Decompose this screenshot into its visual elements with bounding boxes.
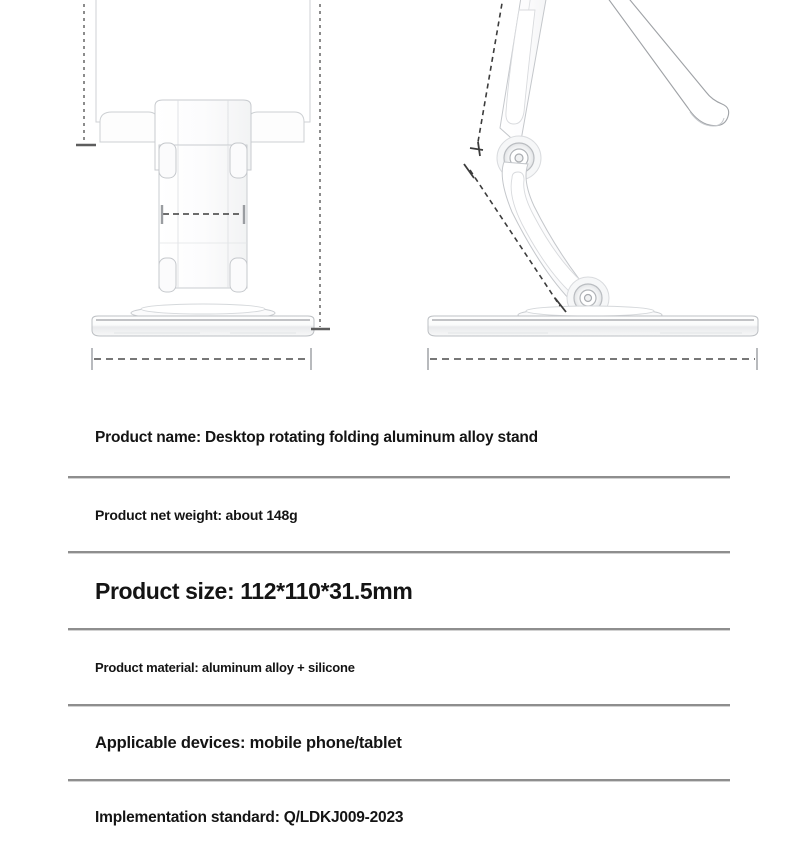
spec-row-product-net-weight — [0, 479, 800, 551]
side-view — [428, 0, 758, 370]
spec-text-product-material: Product material: aluminum alloy + silicone — [95, 660, 355, 675]
product-spec-list — [0, 400, 800, 854]
spec-row-implementation-standard — [0, 782, 800, 854]
side-view-base-plate — [428, 316, 758, 336]
product-diagram-svg — [0, 0, 800, 400]
spec-text-implementation-standard: Implementation standard: Q/LDKJ009-2023 — [95, 809, 404, 826]
side-view-upper-arm — [500, 0, 553, 146]
front-view — [76, 0, 330, 370]
spec-text-product-name: Product name: Desktop rotating folding aluminum alloy stand — [95, 429, 538, 446]
side-view-device-hook — [580, 0, 729, 126]
spec-row-product-name — [0, 400, 800, 476]
spec-text-product-net-weight: Product net weight: about 148g — [95, 507, 298, 523]
spec-row-applicable-devices — [0, 707, 800, 779]
product-diagram — [0, 0, 800, 400]
spec-row-product-size — [0, 554, 800, 628]
spec-text-product-size: Product size: 112*110*31.5mm — [95, 577, 413, 604]
dimension-side-base-width — [428, 348, 757, 370]
dimension-front-base-width — [92, 348, 311, 370]
dimension-front-height-left — [76, 0, 96, 145]
dimension-front-height-right — [311, 0, 330, 329]
front-view-base-plate — [92, 316, 314, 336]
spec-row-product-material — [0, 631, 800, 704]
spec-text-applicable-devices: Applicable devices: mobile phone/tablet — [95, 733, 402, 752]
dimension-side-upper-arm-angle — [470, 0, 505, 156]
